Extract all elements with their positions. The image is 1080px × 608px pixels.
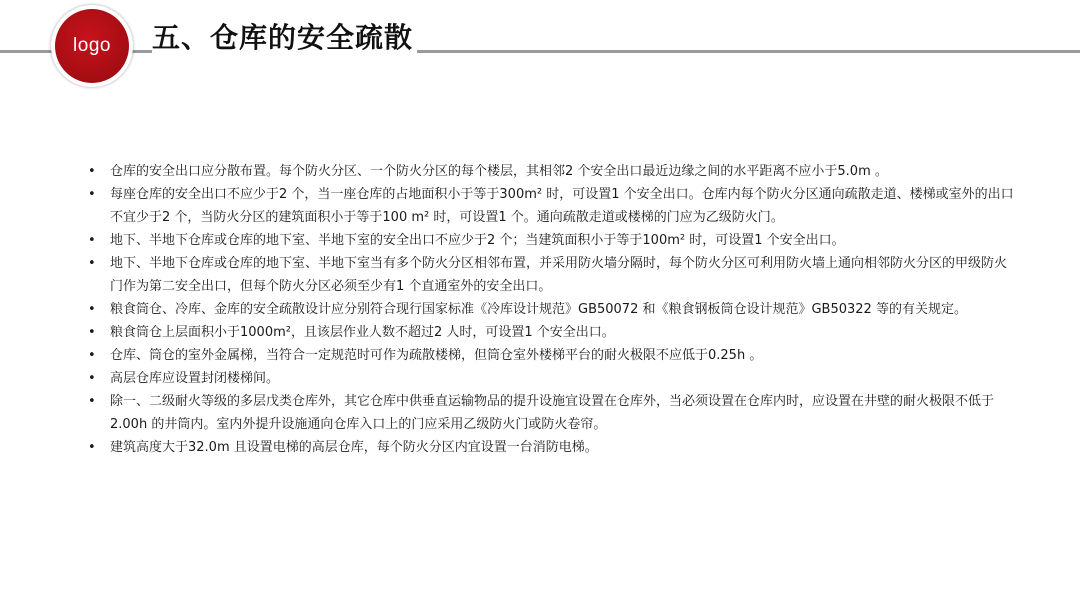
list-item-text: 除一、二级耐火等级的多层戊类仓库外，其它仓库中供垂直运输物品的提升设施宜设置在仓库外，当必须设置在仓库内时，应设置在井壁的耐火极限不低于2.00h 的井筒内。室内外提升设施通向仓库入口上的门应采用乙级防火门或防火卷帘。	[110, 394, 995, 432]
logo-text: logo	[73, 35, 111, 56]
bullet-icon: •	[88, 371, 96, 386]
bullet-icon: •	[88, 440, 96, 455]
list-item-text: 地下、半地下仓库或仓库的地下室、半地下室当有多个防火分区相邻布置，并采用防火墙分隔时，每个防火分区可利用防火墙上通向相邻防火分区的甲级防火门作为第二安全出口，但每个防火分区必须至少有1 个直通室外的安全出口。	[110, 256, 1008, 294]
list-item	[88, 390, 1018, 436]
list-item	[88, 436, 1018, 459]
bullet-list	[88, 160, 1018, 459]
bullet-icon: •	[88, 325, 96, 340]
list-item-text: 仓库的安全出口应分散布置。每个防火分区、一个防火分区的每个楼层，其相邻2 个安全出口最近边缘之间的水平距离不应小于5.0m 。	[110, 164, 888, 179]
page-title: 五、仓库的安全疏散	[152, 17, 417, 59]
bullet-icon: •	[88, 164, 96, 179]
list-item-text: 建筑高度大于32.0m 且设置电梯的高层仓库，每个防火分区内宜设置一台消防电梯。	[110, 440, 598, 455]
list-item	[88, 321, 1018, 344]
list-item-text: 每座仓库的安全出口不应少于2 个，当一座仓库的占地面积小于等于300m² 时，可设置1 个安全出口。仓库内每个防火分区通向疏散走道、楼梯或室外的出口不宜少于2 个，当防火分区的建筑面积小于等于100 m² 时，可设置1 个。通向疏散走道或楼梯的门应为乙级防火门。	[110, 187, 1014, 225]
list-item-text: 仓库、筒仓的室外金属梯，当符合一定规范时可作为疏散楼梯，但筒仓室外楼梯平台的耐火极限不应低于0.25h 。	[110, 348, 763, 363]
list-item-text: 粮食筒仓、冷库、金库的安全疏散设计应分别符合现行国家标准《冷库设计规范》GB50072 和《粮食钢板筒仓设计规范》GB50322 等的有关规定。	[110, 302, 967, 317]
list-item-text: 地下、半地下仓库或仓库的地下室、半地下室的安全出口不应少于2 个；当建筑面积小于等于100m² 时，可设置1 个安全出口。	[110, 233, 845, 248]
bullet-icon: •	[88, 348, 96, 363]
list-item-text: 粮食筒仓上层面积小于1000m²，且该层作业人数不超过2 人时，可设置1 个安全出口。	[110, 325, 615, 340]
list-item	[88, 160, 1018, 183]
list-item	[88, 298, 1018, 321]
list-item-text: 高层仓库应设置封闭楼梯间。	[110, 371, 280, 386]
list-item	[88, 183, 1018, 229]
bullet-icon: •	[88, 233, 96, 248]
bullet-icon: •	[88, 256, 96, 271]
logo-circle	[55, 9, 129, 83]
bullet-icon: •	[88, 187, 96, 202]
logo	[51, 5, 133, 87]
bullet-icon: •	[88, 394, 96, 409]
list-item	[88, 367, 1018, 390]
bullet-icon: •	[88, 302, 96, 317]
list-item	[88, 252, 1018, 298]
list-item	[88, 229, 1018, 252]
list-item	[88, 344, 1018, 367]
